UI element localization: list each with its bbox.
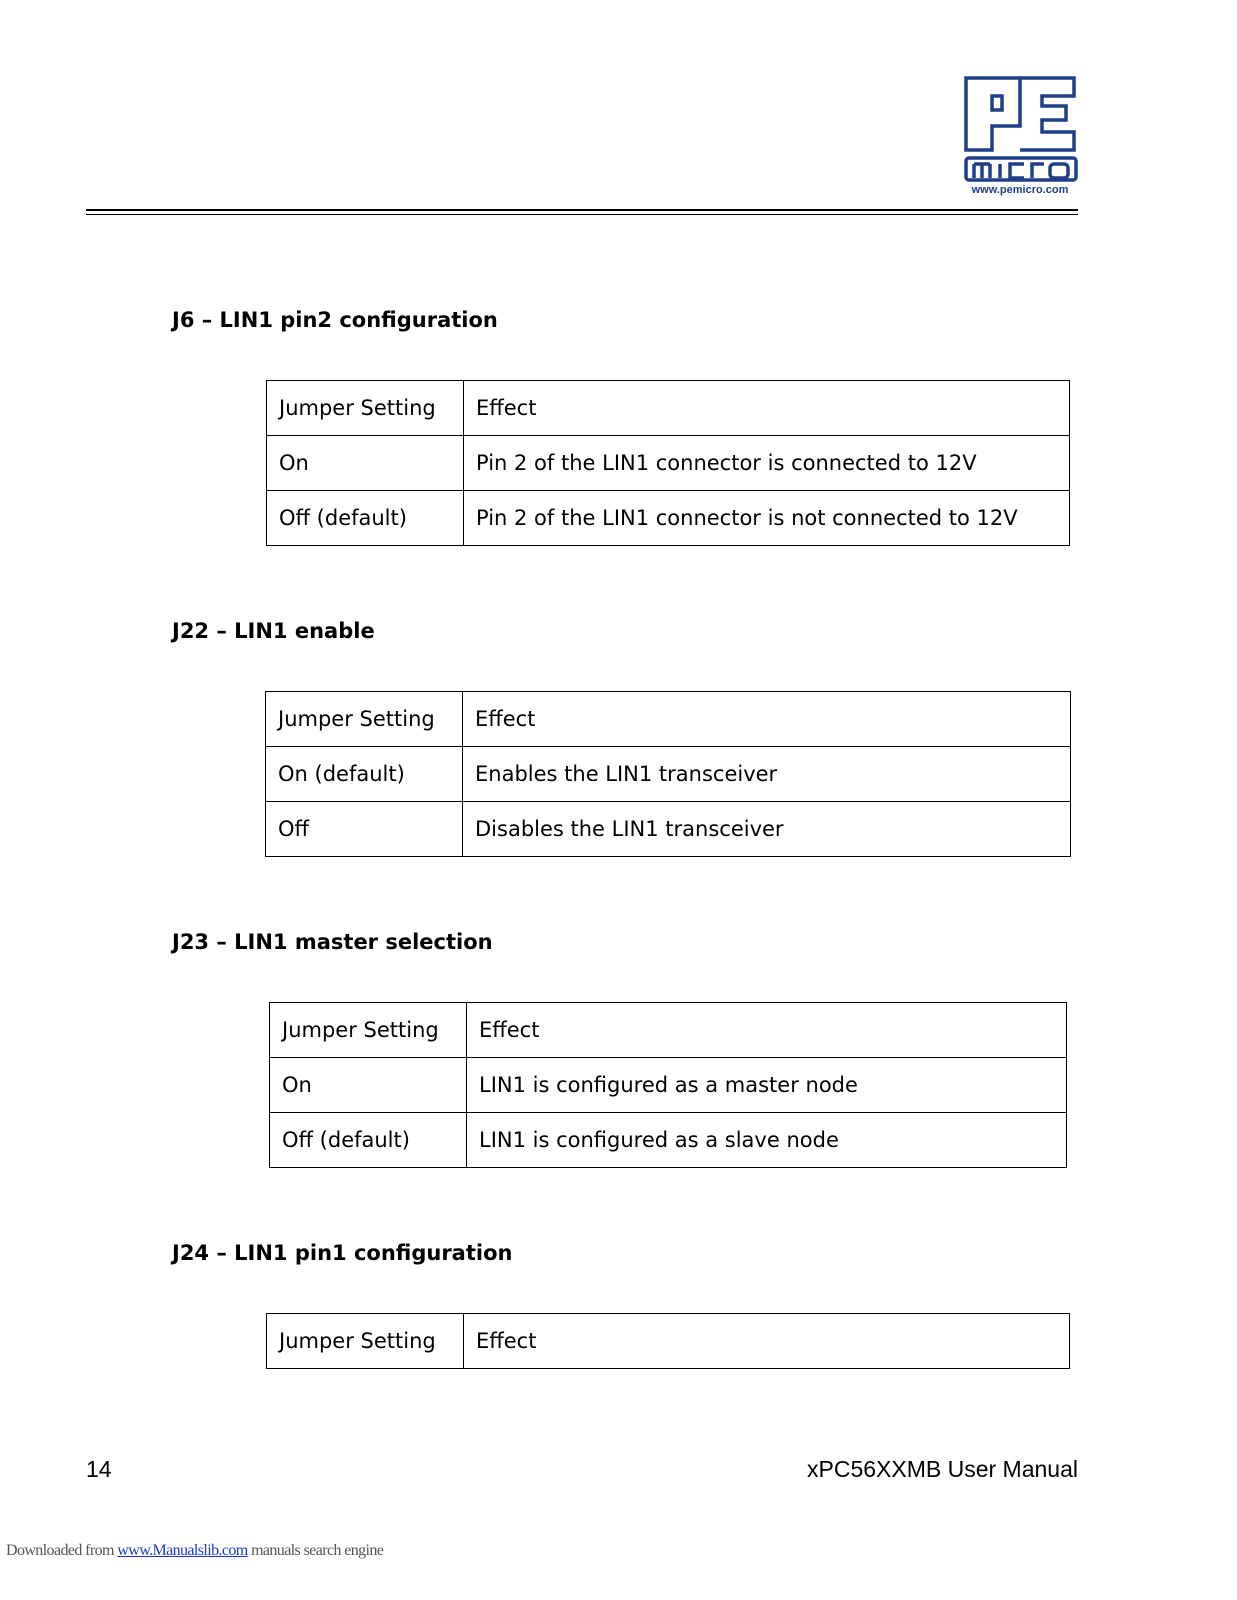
table-row [266,802,1071,857]
table-cell: Off (default) [270,1113,467,1168]
header-rule-thin [86,214,1078,215]
column-header: Jumper Setting [267,381,464,436]
jumper-table-j6 [266,380,1070,546]
table-cell: Enables the LIN1 transceiver [463,747,1071,802]
jumper-table-j22 [265,691,1071,857]
column-header: Effect [464,381,1070,436]
table-cell: LIN1 is configured as a master node [467,1058,1067,1113]
header-rule [86,209,1078,211]
table-header-row [270,1003,1067,1058]
jumper-table-j24 [266,1313,1070,1369]
section-heading-j23: J23 – LIN1 master selection [172,930,493,954]
table-row [266,747,1071,802]
page-number: 14 [86,1456,112,1482]
column-header: Effect [463,692,1071,747]
table-header-row [267,1314,1070,1369]
section-heading-j6: J6 – LIN1 pin2 configuration [172,308,498,332]
column-header: Jumper Setting [267,1314,464,1369]
table-cell: LIN1 is configured as a slave node [467,1113,1067,1168]
download-prefix: Downloaded from [6,1542,114,1559]
section-heading-j22: J22 – LIN1 enable [172,619,375,643]
table-cell: Pin 2 of the LIN1 connector is not connected to 12V [464,491,1070,546]
logo-url: www.pemicro.com [971,184,1069,196]
table-row [267,436,1070,491]
column-header: Effect [467,1003,1067,1058]
table-cell: Off [266,802,463,857]
column-header: Jumper Setting [270,1003,467,1058]
table-row [267,491,1070,546]
table-cell: Disables the LIN1 transceiver [463,802,1071,857]
jumper-table-j23 [269,1002,1067,1168]
section-heading-j24: J24 – LIN1 pin1 configuration [172,1241,513,1265]
table-header-row [266,692,1071,747]
table-cell: Off (default) [267,491,464,546]
column-header: Jumper Setting [266,692,463,747]
download-suffix: manuals search engine [251,1542,384,1559]
table-cell: On [267,436,464,491]
manualslib-link[interactable]: www.Manualslib.com [117,1542,248,1559]
table-cell: On [270,1058,467,1113]
table-row [270,1113,1067,1168]
table-cell: On (default) [266,747,463,802]
document-title: xPC56XXMB User Manual [807,1456,1078,1482]
download-banner [6,1542,383,1560]
table-row [270,1058,1067,1113]
column-header: Effect [464,1314,1070,1369]
table-cell: Pin 2 of the LIN1 connector is connected to 12V [464,436,1070,491]
table-header-row [267,381,1070,436]
